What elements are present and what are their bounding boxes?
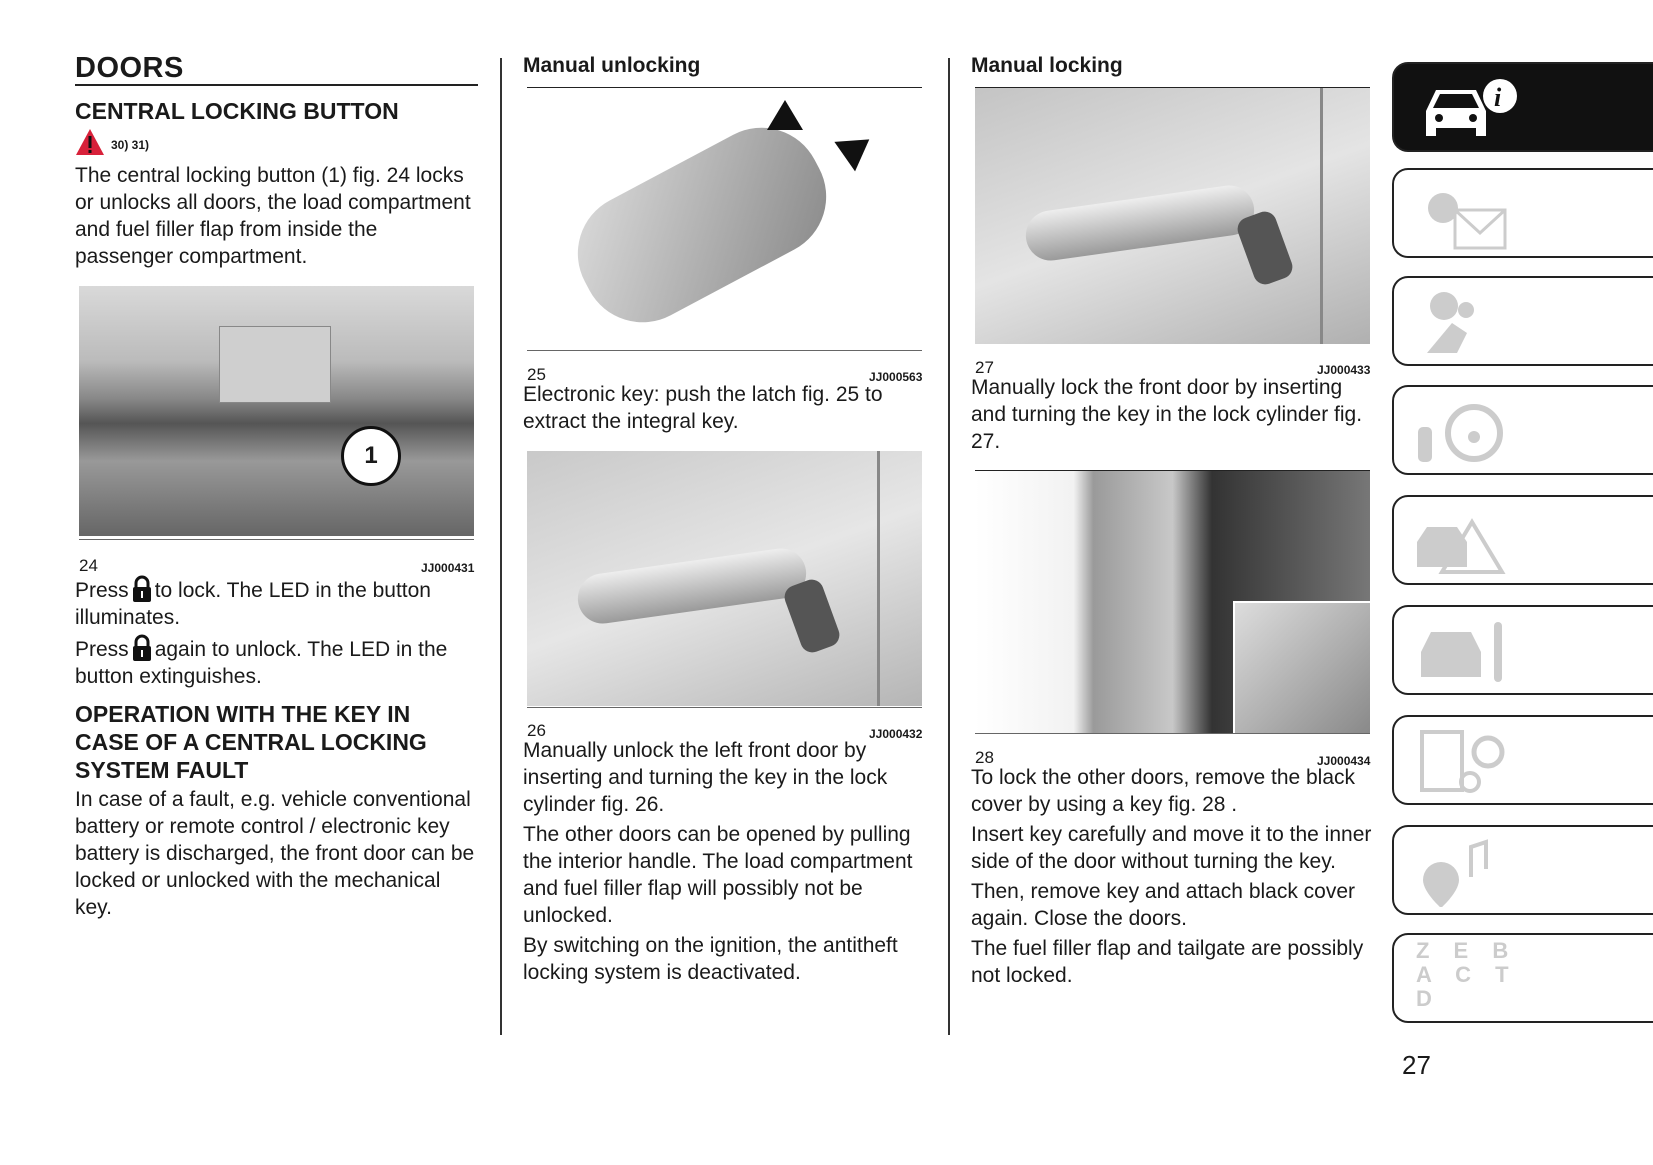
column-divider (948, 58, 950, 1035)
lock-icon (132, 575, 152, 603)
press-unlock-text: Press again to unlock. The LED in the button extinguishes. (75, 634, 480, 690)
figure-27-text: Manually lock the front door by inserting and turning the key in the lock cylinder fig. 27. (971, 376, 1363, 453)
figure-28-image (975, 470, 1370, 733)
subsection-title: CENTRAL LOCKING BUTTON (75, 98, 399, 124)
figure-number: 25 (527, 365, 546, 384)
callout-1: 1 (341, 426, 401, 486)
tab-safety[interactable] (1392, 276, 1653, 366)
column3-body: To lock the other doors, remove the black cover by using a key fig. 28 . Insert key carefully and move it to the inner side of the door without turning the key. Then, remove key and attach black cover again. Close the doors. The fuel filler flap and tailgate are possibly not locked. (971, 766, 1372, 987)
technical-data-icon (1418, 727, 1518, 797)
figure-code: JJ000434 (1317, 754, 1371, 768)
intro-text: The central locking button (1) fig. 24 locks or unlocks all doors, the load compartment and fuel filler flap from inside the passenger compartment. (75, 164, 471, 268)
warning-icon (75, 128, 105, 156)
column2-body: Manually unlock the left front door by inserting and turning the key in the lock cylinder fig. 26. The other doors can be opened by pulling the interior handle. The load compartment and fuel filler flap will possibly not be unlocked. By switching on the ignition, the antitheft locking system is deactivated. (523, 739, 913, 984)
column-divider (500, 58, 502, 1035)
section-title: DOORS (75, 52, 184, 84)
press-lock-text: Press to lock. The LED in the button illuminates. (75, 575, 480, 631)
figure-25-text: Electronic key: push the latch fig. 25 to extract the integral key. (523, 383, 883, 433)
tab-maintenance[interactable] (1392, 605, 1653, 695)
index-icon: Z E B A C T D (1416, 938, 1515, 1011)
tab-starting-driving[interactable] (1392, 385, 1653, 475)
tab-warning-lights[interactable] (1392, 168, 1653, 258)
figure-27-image (975, 87, 1370, 344)
emergency-icon (1412, 507, 1512, 577)
car-info-icon (1416, 76, 1526, 142)
tab-index[interactable] (1392, 933, 1653, 1023)
tab-emergency[interactable] (1392, 495, 1653, 585)
airbag-safety-icon (1422, 288, 1502, 358)
tab-multimedia[interactable] (1392, 825, 1653, 915)
car-maintenance-icon (1416, 617, 1516, 687)
figure-24-image (79, 286, 474, 536)
key-steering-wheel-icon (1414, 397, 1514, 467)
figure-number: 24 (79, 556, 98, 575)
fault-title: OPERATION WITH THE KEY IN CASE OF A CENTRAL LOCKING SYSTEM FAULT (75, 701, 427, 783)
figure-number: 26 (527, 721, 546, 740)
fault-text: In case of a fault, e.g. vehicle conventional battery or remote control / electronic key battery is discharged, the front door can be locked or unlocked with the mechanical key. (75, 788, 475, 919)
manual-locking-title: Manual locking (971, 54, 1123, 77)
svg-text:i: i (1494, 83, 1502, 112)
warning-references[interactable]: 30) 31) (111, 138, 150, 152)
lock-icon (132, 634, 152, 662)
figure-26-image (527, 451, 922, 706)
figure-code: JJ000433 (1317, 363, 1371, 377)
warning-light-message-icon (1410, 178, 1510, 250)
figure-code: JJ000431 (421, 561, 475, 575)
page-number: 27 (1402, 1050, 1431, 1080)
figure-code: JJ000432 (869, 727, 923, 741)
multimedia-icon (1416, 837, 1516, 907)
divider (75, 84, 478, 86)
manual-unlocking-title: Manual unlocking (523, 54, 701, 77)
figure-25-image (527, 90, 922, 348)
figure-number: 27 (975, 358, 994, 377)
figure-code: JJ000563 (869, 370, 923, 384)
tab-technical-data[interactable] (1392, 715, 1653, 805)
figure-number: 28 (975, 748, 994, 767)
tab-car-info[interactable] (1392, 62, 1653, 152)
